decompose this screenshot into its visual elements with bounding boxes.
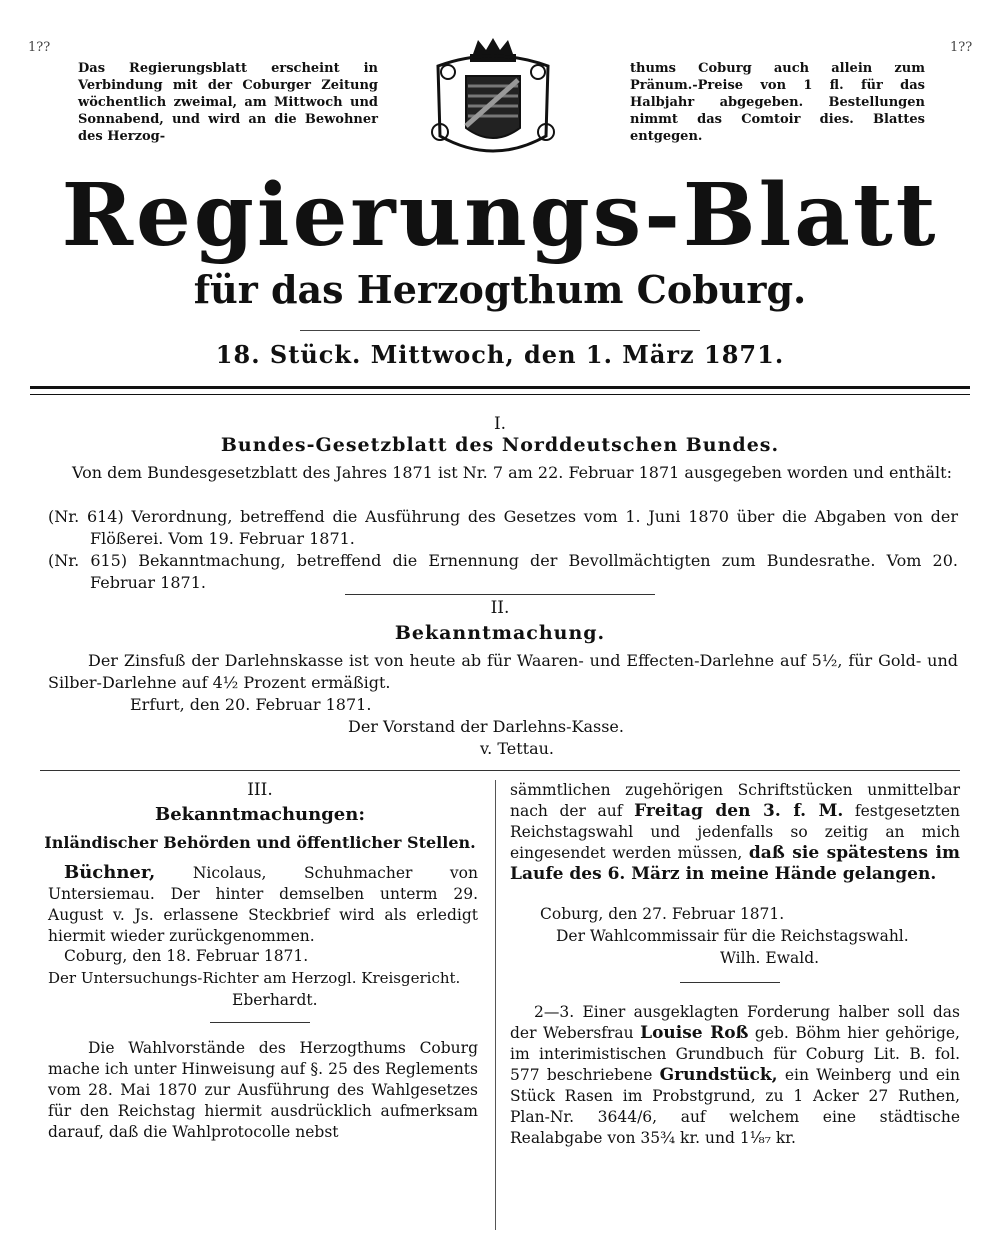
notice-divider	[210, 1022, 310, 1023]
notice-buechner-name: Büchner,	[64, 862, 156, 883]
section-3-number: III.	[247, 780, 273, 800]
section-3-subheading: Inländischer Behörden und öffentlicher Stellen.	[44, 833, 476, 852]
section-3-heading: Bekanntmachungen:	[155, 804, 365, 825]
notice-vers-text-b: geb. Böhm hier gehörige, im interimistischen Grundbuch für Coburg Lit. B. fol. 577 beschriebene	[510, 1024, 960, 1084]
section-1-intro: Von dem Bundesgesetzblatt des Jahres 1871 ist Nr. 7 am 22. Februar 1871 ausgegeben worden und enthält:	[72, 463, 952, 482]
section-2-text: Der Zinsfuß der Darlehnskasse ist von heute ab für Waaren- und Effecten-Darlehne auf 5½, für Gold- und Silber-Darlehne auf 4½ Prozent ermäßigt.	[48, 651, 958, 692]
notice-vers-text-c: ein Weinberg und ein Stück Rasen im Probstgrund, zu 1 Acker 27 Ruthen, Plan-Nr. 3644/6, auf welchem eine städtische Realabgabe von 35¾ kr. und 1¹⁄₈₇ kr.	[510, 1066, 960, 1147]
section-1-number: I.	[493, 414, 507, 434]
section-2-signature-2: v. Tettau.	[480, 739, 554, 758]
section-2-signature-1: Der Vorstand der Darlehns-Kasse.	[348, 717, 624, 736]
coat-of-arms-icon	[418, 36, 568, 171]
section-1-heading: Bundes-Gesetzblatt des Norddeutschen Bundes.	[220, 434, 780, 456]
notice-wahl-date-emph: Freitag den 3. f. M.	[634, 801, 844, 821]
notice-wahl-deadline-emph: daß sie spätestens im Laufe des 6. März in meine Hände gelangen.	[510, 843, 960, 884]
notice-buechner-text: Nicolaus, Schuhmacher von Untersiemau. Der hinter demselben unterm 29. August v. Js. erlassene Steckbrief wird als erledigt hiermit wieder zurückgenommen.	[48, 864, 478, 945]
section-divider-2	[40, 770, 960, 771]
title-divider	[300, 330, 700, 331]
notice-wahlvorstaende: Die Wahlvorstände des Herzogthums Coburg mache ich unter Hinweisung auf §. 25 des Reglements vom 28. Mai 1870 zur Ausführung des Wahlgesetzes für den Reichstag hiermit ausdrücklich aufmerksam darauf, daß die Wahlprotocolle nebst	[48, 1039, 478, 1141]
notice-versteigerung	[510, 1002, 960, 1149]
notice-buechner-date: Coburg, den 18. Februar 1871.	[64, 947, 309, 965]
issue-line: 18. Stück. Mittwoch, den 1. März 1871.	[215, 340, 785, 369]
notice-buechner	[48, 862, 478, 947]
masthead-right-text: thums Coburg auch allein zum Pränum.-Preise von 1 fl. für das Halbjahr abgegeben. Bestellungen nimmt das Comtoir dies. Blattes entgegen.	[630, 61, 925, 144]
newspaper-subtitle: für das Herzogthum Coburg.	[193, 267, 807, 312]
header-double-rule	[30, 386, 970, 395]
notice-wahl-text-b: festgesetzten Reichstagswahl und jedenfalls so zeitig an mich eingesendet werden müssen,	[510, 802, 960, 862]
notice-wahl-continued	[510, 780, 960, 885]
section-1-item-614: (Nr. 614) Verordnung, betreffend die Ausführung des Gesetzes vom 1. Juni 1870 über die Abgaben von der Flößerei. Vom 19. Februar 1871.	[48, 507, 958, 548]
notice-wahl-signature-1: Der Wahlcommissair für die Reichstagswahl.	[556, 927, 909, 945]
page-number-right: 1??	[950, 40, 973, 55]
notice-vers-text-a: 2—3. Einer ausgeklagten Forderung halber soll das der Webersfrau	[510, 1003, 960, 1042]
section-divider	[345, 594, 655, 595]
newspaper-title: Regierungs-Blatt	[61, 165, 939, 266]
page-number-left: 1??	[28, 40, 51, 55]
section-2-number: II.	[490, 598, 510, 618]
notice-vers-property: Grundstück,	[659, 1065, 778, 1085]
notice-divider-right	[680, 982, 780, 983]
notice-wahl-text-a: sämmtlichen zugehörigen Schriftstücken unmittelbar nach der auf	[510, 781, 960, 820]
section-2-heading: Bekanntmachung.	[394, 622, 606, 644]
column-divider	[495, 780, 496, 1230]
notice-buechner-signature: Der Untersuchungs-Richter am Herzogl. Kreisgericht.	[48, 969, 461, 987]
notice-vers-name: Louise Roß	[640, 1023, 749, 1043]
section-2-place-date: Erfurt, den 20. Februar 1871.	[130, 695, 372, 714]
notice-wahl-date: Coburg, den 27. Februar 1871.	[540, 905, 785, 923]
notice-wahl-signature-2: Wilh. Ewald.	[720, 949, 820, 967]
section-1-item-615: (Nr. 615) Bekanntmachung, betreffend die Ernennung der Bevollmächtigten zum Bundesrathe. Vom 20. Februar 1871.	[48, 551, 958, 592]
notice-buechner-signer: Eberhardt.	[232, 991, 318, 1009]
masthead-left-text: Das Regierungsblatt erscheint in Verbindung mit der Coburger Zeitung wöchentlich zweimal, am Mittwoch und Sonnabend, und wird an die Bewohner des Herzog-	[78, 61, 378, 144]
